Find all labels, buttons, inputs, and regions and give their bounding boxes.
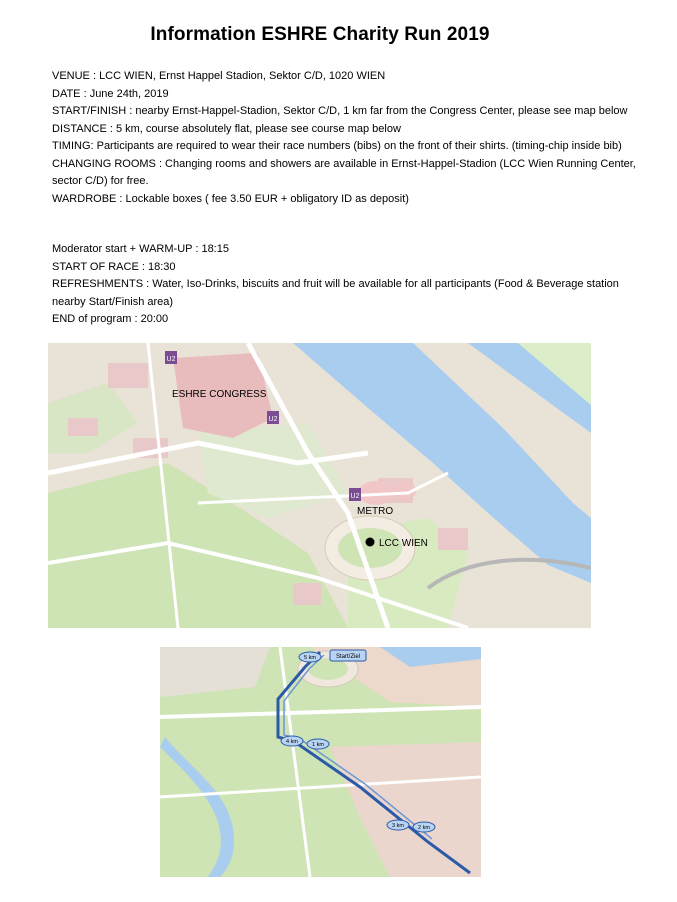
program-end-line: END of program : 20:00	[52, 313, 169, 325]
warm-up-line: Moderator start + WARM-UP : 18:15	[52, 243, 229, 255]
u2-label-3: U2	[350, 493, 360, 500]
race-start-line: START OF RACE : 18:30	[52, 260, 176, 273]
distance-line: DISTANCE : 5 km, course absolutely flat, please see course map below	[52, 122, 401, 135]
lcc-label: LCC WIEN	[379, 538, 428, 549]
congress-label: ESHRE CONGRESS	[172, 389, 267, 400]
refreshments-line: REFRESHMENTS : Water, Iso-Drinks, biscuits and fruit will be available for all participants (Food & Beverage station nearby Start/Finish area)	[52, 278, 619, 308]
metro-label: METRO	[357, 506, 394, 517]
marker-2km: 2 km	[418, 825, 430, 831]
wardrobe-line: WARDROBE : Lockable boxes ( fee 3.50 EUR + obligatory ID as deposit)	[52, 192, 409, 205]
changing-rooms-line: CHANGING ROOMS : Changing rooms and showers are available in Ernst-Happel-Stadion (LCC Wien Running Center, sector C/D) for free.	[52, 157, 636, 187]
u2-label-1: U2	[166, 356, 176, 363]
u2-label-2: U2	[268, 416, 278, 423]
date-line: DATE : June 24th, 2019	[52, 87, 169, 100]
marker-4km: 4 km	[286, 739, 298, 745]
page-title: Information ESHRE Charity Run 2019	[150, 24, 490, 45]
marker-1km: 1 km	[312, 742, 324, 748]
course-map	[160, 647, 481, 877]
lcc-location-marker	[366, 538, 375, 547]
venue-line: VENUE : LCC WIEN, Ernst Happel Stadion, Sektor C/D, 1020 WIEN	[52, 70, 386, 82]
start-finish-line: START/FINISH : nearby Ernst-Happel-Stadion, Sektor C/D, 1 km far from the Congress Center, please see map below	[52, 105, 628, 117]
marker-5km: 5 km	[304, 655, 316, 661]
venue-map	[48, 343, 591, 628]
event-info	[52, 68, 637, 208]
start-finish-label: Start/Ziel	[335, 654, 361, 660]
event-schedule	[52, 241, 637, 329]
marker-3km: 3 km	[392, 823, 404, 829]
timing-line: TIMING: Participants are required to wear their race numbers (bibs) on the front of their shirts. (timing-chip inside bib)	[52, 140, 622, 152]
